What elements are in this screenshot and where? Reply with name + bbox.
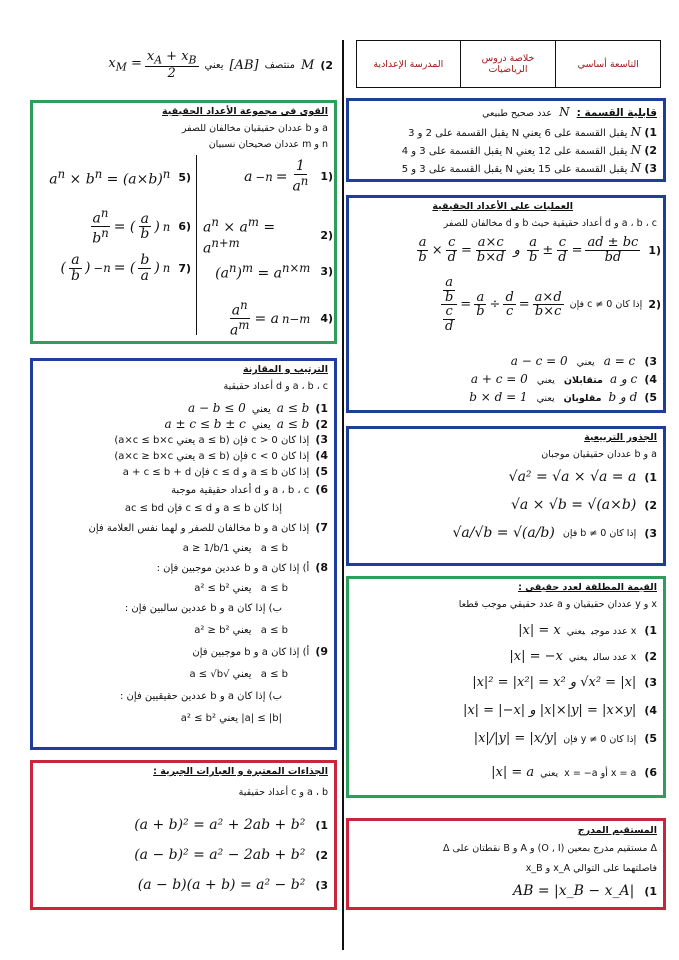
operations-section	[346, 195, 666, 413]
absolute-item	[491, 765, 657, 780]
powers-rule-5: $a^n \times b^n = (a\times b)^n$ 5)	[49, 167, 191, 188]
roots-intro: a و b عددان حقيقيان موجبان	[541, 449, 657, 460]
order-item-number: 8)	[315, 561, 328, 574]
order-item-text: a ≤ b يعني 1/a ≥ 1/b	[182, 543, 288, 554]
absolute-item-word: يعني	[568, 652, 588, 663]
absolute-item	[474, 731, 657, 746]
absolute-item-number: 5)	[644, 732, 657, 745]
order-item-text: a ≤ b يعني a² ≤ b²	[194, 583, 288, 594]
order-item	[125, 601, 328, 614]
absolute-item-formula: |x| = |−x| و |x|×|y| = |x×y|	[462, 703, 637, 718]
identities-title: الجذاءات المعتبرة و العبارات الجبرية :	[153, 766, 328, 777]
absolute-item	[472, 675, 657, 690]
absolute-item-formula: |x|/|y| = |x/y|	[473, 731, 558, 746]
order-item-formula: a ± c ≤ b ± c	[164, 417, 246, 431]
absolute-item-word: يعني	[540, 768, 559, 779]
absolute-item-number: 6)	[644, 766, 657, 779]
order-item-result: a ≤ b	[276, 401, 310, 415]
powers-rule-4: $\frac{a^n}{a^m}$ = a n−m 4)	[230, 298, 333, 339]
operations-rule-1: $\frac{a}{b}$ × $\frac{c}{d}$ = $\frac{a\times c}{b\times d}$ و $\frac{a}{b}$ ± $\frac{c}{d}$ = $\frac{ad \pm bc}{bd}$ 1)	[418, 235, 661, 265]
absolute-item-number: 4)	[644, 704, 657, 717]
operations-rule-3: 3) a = c يعني a − c = 0	[510, 354, 657, 368]
header-subject: خلاصة دروس الرياضيات	[460, 41, 556, 87]
powers-rule-3: $(a^n)^m = a^{n\times m}$ 3)	[215, 261, 333, 282]
divisibility-item-2: 2) N يقبل القسمة على 12 يعني N يقبل القسمة على 3 و 4	[401, 143, 657, 157]
order-item-text: إذا كان c > 0 فإن (a ≤ b يعني a×c ≤ b×c)	[114, 435, 310, 446]
powers-rule-6: $\frac{a^n}{b^n}$ = ( $\frac{a}{b}$ ) n 6)	[92, 206, 191, 247]
powers-rule-1: a −n = $\frac{1}{a^n}$ 1)	[244, 158, 333, 195]
order-item-result: a ≤ b	[276, 417, 310, 431]
absolute-item	[518, 623, 657, 638]
order-item-text: a ، b ، c و d أعداد حقيقية موجبة	[171, 485, 310, 496]
operations-rule-5: 5) b و d مقلوبان يعني b × d = 1	[469, 390, 657, 404]
identities-section	[30, 760, 337, 910]
absolute-item-formula: |x| = a	[491, 765, 535, 780]
absolute-item-result: x عدد موجب	[591, 626, 637, 637]
order-item-number: 4)	[315, 449, 328, 462]
divisibility-item-3: 3) N يقبل القسمة على 15 يعني N يقبل القسمة على 3 و 5	[401, 161, 657, 175]
line-text1: Δ مستقيم مدرج بمعين (O , I) و A و B نقطتان على Δ	[443, 843, 657, 854]
powers-section	[30, 100, 337, 344]
absolute-title: القيمة المطلقة لعدد حقيقي :	[518, 582, 657, 593]
powers-line2: n و m عددان صحيحان نسبيان	[208, 139, 328, 150]
order-item-number: 6)	[315, 483, 328, 496]
order-item	[181, 711, 328, 724]
order-item-text: إذا كان c < 0 فإن (a ≤ b يعني a×c ≥ b×c)	[114, 451, 310, 462]
order-item-text: ب) إذا كان a و b عددين سالبين فإن :	[124, 603, 282, 614]
line-formula: 1) AB = |x_B − x_A|	[513, 883, 657, 899]
absolute-intro: x و y عددان حقيقيان و a عدد حقيقي موجب قطعا	[458, 599, 657, 610]
order-item-text: |a| ≤ |b| يعني a² ≤ b²	[180, 713, 282, 724]
operations-intro: a ، b ، c و d أعداد حقيقية حيث b و d مخالفان للصفر	[443, 218, 657, 229]
order-item-formula: a − b ≤ 0	[187, 401, 246, 415]
absolute-item-number: 2)	[644, 650, 657, 663]
identity-2: 2) (a − b)² = a² − 2ab + b²	[134, 847, 328, 863]
powers-line1: a و b عددان حقيقيان مخالفان للصفر	[181, 123, 328, 134]
order-item-text: a ≤ b يعني √a ≤ √b	[189, 669, 288, 680]
divisibility-title: قابلية القسمة : N عدد صحيح طبيعي	[482, 105, 657, 119]
order-section	[30, 358, 337, 750]
absolute-item-result: x عدد سالب	[593, 652, 637, 663]
header-table	[356, 40, 661, 88]
order-title: الترتيب و المقارنة	[242, 364, 328, 375]
line-title: المستقيم المدرج	[577, 825, 657, 836]
order-item-number: 2)	[315, 418, 328, 431]
order-item-number: 9)	[315, 645, 328, 658]
order-item-number: 5)	[315, 465, 328, 478]
line-section	[346, 818, 666, 910]
order-item-text: إذا كان a ≤ b و c ≤ d فإن a + c ≤ b + d	[122, 467, 310, 478]
order-item-number: 3)	[315, 433, 328, 446]
order-item	[189, 667, 328, 680]
order-item	[192, 645, 328, 658]
order-item	[114, 449, 328, 462]
line-text2: فاصلتهما على التوالي x_A و x_B	[525, 863, 657, 874]
absolute-item-formula: |x| = x	[518, 623, 561, 638]
header-school: المدرسة الإعدادية	[373, 58, 444, 70]
roots-rule-1: 1) √a² = √a × √a = a	[508, 469, 657, 485]
order-item	[120, 689, 328, 702]
order-item	[171, 483, 328, 496]
absolute-item-condition: إذا كان y ≠ 0 فإن	[563, 734, 637, 745]
operations-rule-2: $\frac{\frac{a}{b}}{\frac{c}{d}}$ = $\frac{a}{b}$ ÷ $\frac{d}{c}$ = $\frac{a\times d}{b\times c}$ إذا كان c ≠ 0 فإن 2)	[379, 276, 661, 334]
order-item	[114, 433, 328, 446]
powers-rule-7: ( $\frac{a}{b}$ ) −n = ( $\frac{b}{a}$ ) n 7)	[60, 252, 191, 284]
identities-intro: a ، b و c أعداد حقيقية	[238, 787, 328, 798]
absolute-item-formula: |x|² = |x²| = x² و √x² = |x|	[472, 675, 637, 690]
absolute-item-number: 3)	[644, 676, 657, 689]
order-item	[88, 521, 328, 534]
absolute-section	[346, 576, 666, 798]
order-item-number: 7)	[315, 521, 328, 534]
order-item	[123, 465, 328, 478]
operations-rule-4: 4) a و c متقابلان يعني a + c = 0	[470, 372, 657, 386]
identity-3: 3) (a − b)(a + b) = a² − b²	[137, 877, 328, 893]
order-item-word: يعني	[251, 420, 271, 431]
powers-title: القوى في مجموعة الأعداد الحقيقية	[162, 106, 328, 117]
order-item	[183, 541, 328, 554]
order-item	[188, 401, 328, 415]
order-item	[194, 581, 328, 594]
order-item-number: 1)	[315, 402, 328, 415]
divisibility-item-1: 1) N يقبل القسمة على 6 يعني N يقبل القسمة على 2 و 3	[408, 125, 657, 139]
absolute-item	[463, 703, 657, 718]
midpoint-formula: 2) M منتصف [AB] يعني $x_M$ = $\frac{x_A + x_B}{2}$	[108, 48, 333, 81]
order-item-word: يعني	[251, 404, 271, 415]
order-item-text: إذا كان a و b مخالفان للصفر و لهما نفس العلامة فإن	[88, 523, 310, 534]
roots-section	[346, 426, 666, 566]
order-item	[194, 623, 328, 636]
order-item	[157, 561, 328, 574]
order-item-text: ب) إذا كان a و b عددين حقيقيين فإن :	[120, 691, 282, 702]
absolute-item-result: x = a أو x = −a	[564, 768, 637, 779]
roots-rule-2: 2) √a × √b = √(a×b)	[511, 497, 657, 513]
order-item-text: أ) إذا كان a و b عددين موجبين فإن :	[156, 563, 310, 574]
header-level: التاسعة أساسي	[555, 41, 660, 87]
powers-rule-2: $a^n \times a^m = a^{n+m}$ 2)	[203, 215, 333, 257]
order-item	[164, 417, 328, 431]
order-item-text: أ) إذا كان a و b موجبين فإن	[192, 647, 310, 658]
roots-rule-3: 3) إذا كان b ≠ 0 فإن √a/√b = √(a/b)	[452, 525, 657, 541]
column-divider	[342, 40, 344, 950]
order-item	[125, 501, 328, 514]
divisibility-section	[346, 98, 666, 182]
identity-1: 1) (a + b)² = a² + 2ab + b²	[134, 817, 328, 833]
order-item-text: a ≤ b يعني a² ≥ b²	[194, 625, 288, 636]
operations-title: العمليات على الأعداد الحقيقية	[432, 201, 573, 212]
roots-title: الجذور التربيعية	[584, 432, 657, 443]
absolute-item-number: 1)	[644, 624, 657, 637]
absolute-item-word: يعني	[566, 626, 586, 637]
order-intro: a ، b ، c و d أعداد حقيقية	[223, 381, 328, 392]
absolute-item	[509, 649, 657, 664]
order-item-text: إذا كان a ≤ b و c ≤ d فإن ac ≤ bd	[124, 503, 282, 514]
absolute-item-formula: |x| = −x	[509, 649, 563, 664]
